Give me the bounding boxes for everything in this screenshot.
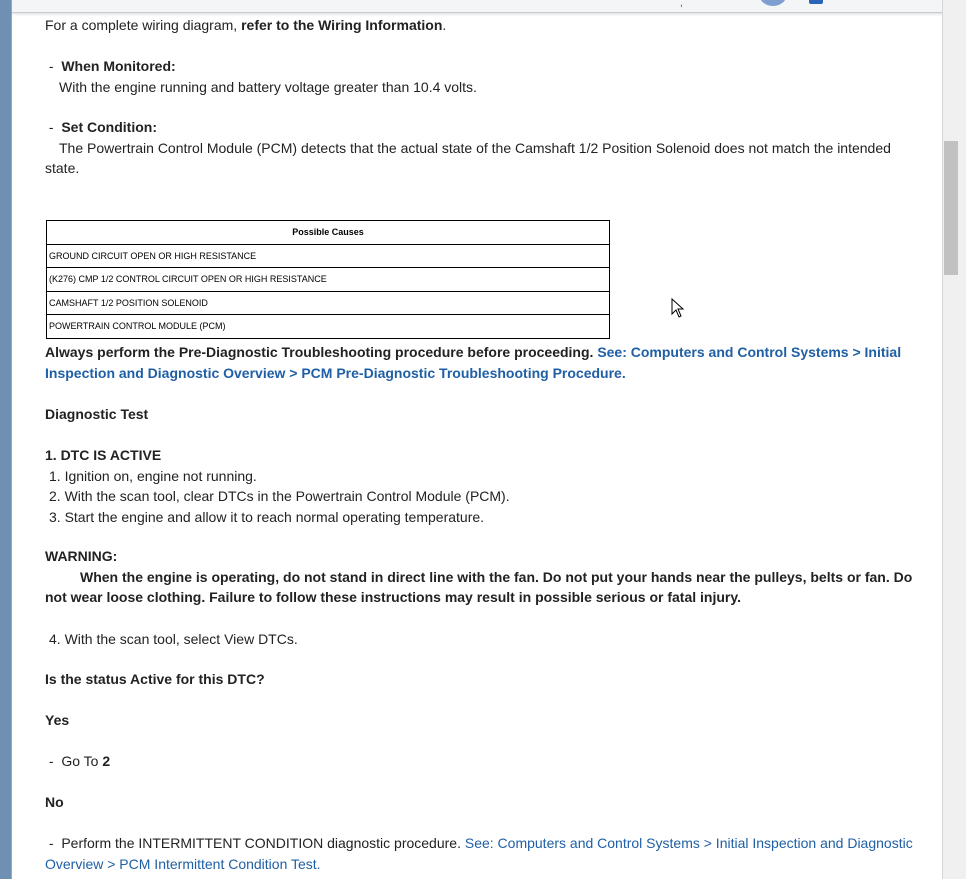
list-item: 1. Ignition on, engine not running. — [49, 467, 257, 484]
wiring-info-reference: refer to the Wiring Information — [241, 17, 443, 33]
toolbar — [12, 0, 943, 13]
no-label: No — [45, 794, 64, 810]
list-item: 3. Start the engine and allow it to reach normal operating temperature. — [49, 508, 485, 525]
table-row: CAMSHAFT 1/2 POSITION SOLENOID — [47, 291, 610, 315]
step-1-section — [45, 445, 925, 527]
diagnostic-test-title: Diagnostic Test — [45, 406, 149, 422]
table-row: (K276) CMP 1/2 CONTROL CIRCUIT OPEN OR HIGH RESISTANCE — [47, 268, 610, 292]
intro-paragraph: For a complete wiring diagram, refer to the Wiring Information. — [45, 17, 447, 33]
document-window — [11, 0, 944, 879]
intermittent-condition-link[interactable]: See: Computers and Control Systems > Initial Inspection and Diagnostic Overview > PCM Intermittent Condition Test. — [45, 835, 913, 872]
possible-causes-table — [46, 220, 610, 339]
when-monitored-label: When Monitored: — [61, 58, 176, 74]
toolbar-separator: , — [680, 0, 683, 9]
scrollbar-thumb[interactable] — [944, 141, 958, 275]
yes-action: - Go To 2 — [45, 753, 111, 769]
warning-section — [45, 546, 925, 608]
pre-diagnostic-link[interactable]: See: Computers and Control Systems > Initial Inspection and Diagnostic Overview > PCM Pre-Diagnostic Troubleshooting Procedure. — [45, 344, 902, 381]
yes-label: Yes — [45, 712, 70, 728]
notification-icon[interactable] — [809, 0, 823, 4]
pre-diagnostic-paragraph — [45, 342, 925, 383]
set-condition-label: Set Condition: — [61, 119, 157, 135]
user-avatar-icon[interactable] — [759, 0, 787, 6]
warning-label: WARNING: — [45, 548, 118, 564]
mouse-cursor-icon — [671, 298, 685, 318]
vertical-scrollbar[interactable] — [942, 0, 966, 879]
warning-text: When the engine is operating, do not stand in direct line with the fan. Do not put your hands near the pulleys, belts or fan. Do not wear loose clothing. Failure to follow these instructions may result in possible serious or fatal injury. — [45, 568, 913, 605]
set-condition-text: The Powertrain Control Module (PCM) detects that the actual state of the Camshaft 1/2 Position Solenoid does not match the intended state. — [45, 139, 891, 176]
table-row: POWERTRAIN CONTROL MODULE (PCM) — [47, 315, 610, 339]
set-condition-section: - Set Condition: The Powertrain Control Module (PCM) detects that the actual state of the Camshaft 1/2 Position Solenoid does not match the intended state. — [45, 117, 925, 179]
when-monitored-text: With the engine running and battery voltage greater than 10.4 volts. — [59, 78, 477, 95]
possible-causes-header: Possible Causes — [47, 221, 610, 245]
when-monitored-section: - When Monitored: With the engine running and battery voltage greater than 10.4 volts. — [45, 56, 925, 97]
step-1-title: 1. DTC IS ACTIVE — [45, 447, 162, 463]
list-item: 2. With the scan tool, clear DTCs in the Powertrain Control Module (PCM). — [49, 488, 510, 504]
go-to-step-link[interactable]: 2 — [102, 753, 111, 769]
table-row: GROUND CIRCUIT OPEN OR HIGH RESISTANCE — [47, 244, 610, 268]
pre-diagnostic-text: Always perform the Pre-Diagnostic Troubleshooting procedure before proceeding. — [45, 344, 594, 360]
step-4-text: 4. With the scan tool, select View DTCs. — [49, 631, 298, 647]
status-question: Is the status Active for this DTC? — [45, 671, 265, 687]
no-action: - Perform the INTERMITTENT CONDITION diagnostic procedure. See: Computers and Control Systems > Initial Inspection and Diagnostic Overview > PCM Intermittent Condition Test. — [45, 835, 913, 872]
